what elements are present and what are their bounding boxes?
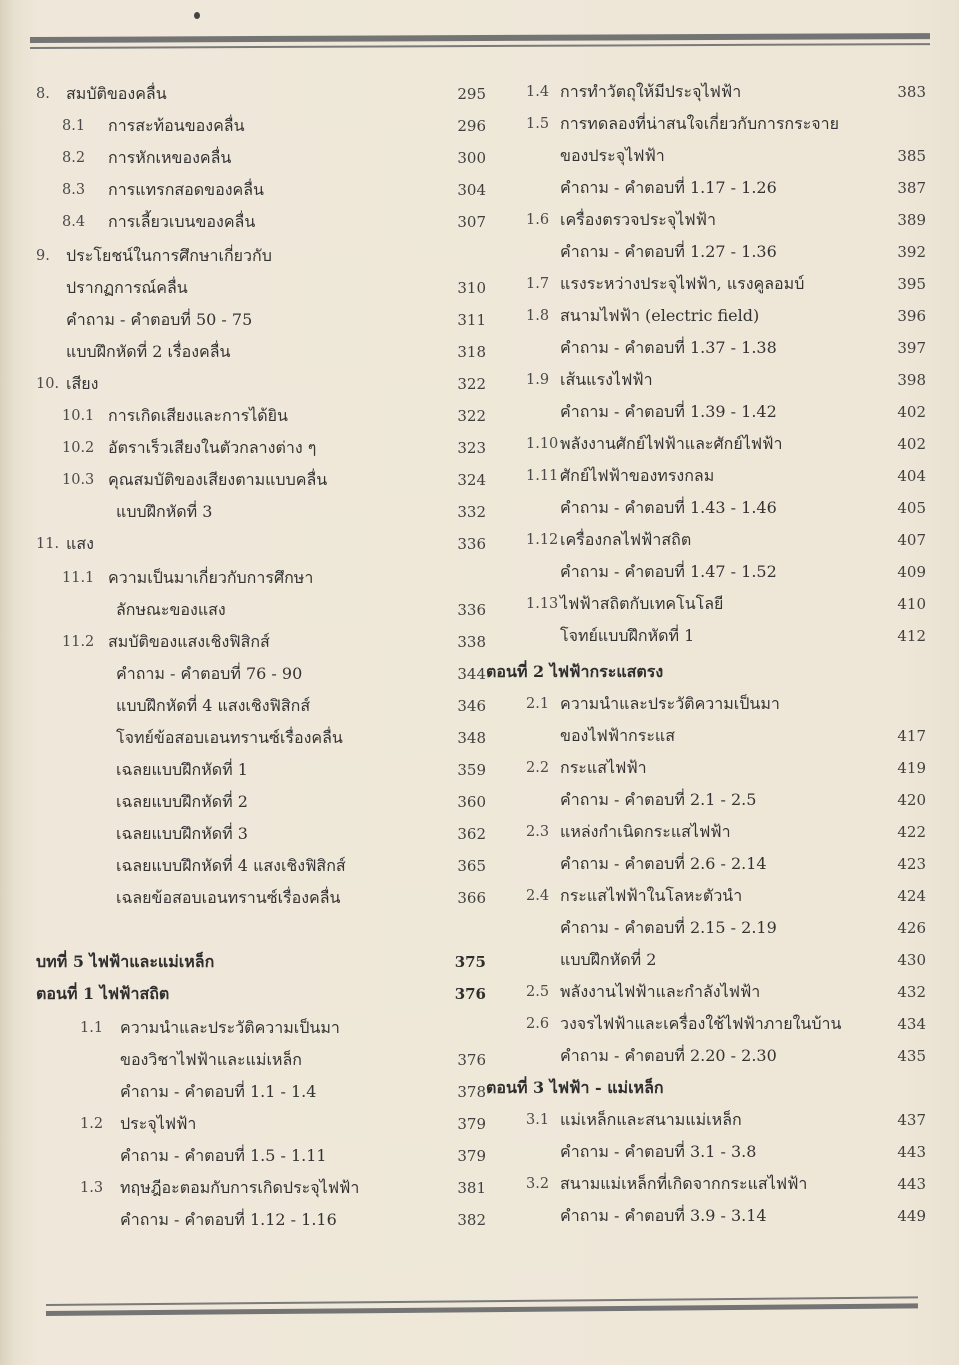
toc-entry xyxy=(486,1202,926,1230)
toc-entry xyxy=(36,1110,486,1138)
toc-entry-title: พลังงานไฟฟ้าและกำลังไฟฟ้า xyxy=(560,982,761,1001)
toc-entry-title: คุณสมบัติของเสียงตามแบบคลื่น xyxy=(108,470,328,489)
toc-entry xyxy=(36,242,456,270)
toc-entry-title: บทที่ 5 ไฟฟ้าและแม่เหล็ก xyxy=(36,952,215,971)
toc-entry-page: 383 xyxy=(897,83,926,101)
toc-entry-page: 348 xyxy=(457,729,486,747)
toc-entry-title: ศักย์ไฟฟ้าของทรงกลม xyxy=(560,466,715,485)
toc-entry-title: คำถาม - คำตอบที่ 50 - 75 xyxy=(66,310,253,329)
toc-entry-number: 8.1 xyxy=(62,118,86,134)
toc-entry-page: 449 xyxy=(897,1207,926,1225)
toc-entry-page: 435 xyxy=(897,1047,926,1065)
toc-entry xyxy=(486,366,926,394)
toc-entry xyxy=(36,852,486,880)
toc-entry-page: 362 xyxy=(457,825,486,843)
toc-entry-title: สมบัติของคลื่น xyxy=(66,84,167,103)
toc-entry-number: 1.2 xyxy=(80,1116,104,1132)
toc-entry-title: แรงระหว่างประจุไฟฟ้า, แรงคูลอมบ์ xyxy=(560,274,805,293)
toc-entry-title: ทฤษฎีอะตอมกับการเกิดประจุไฟฟ้า xyxy=(120,1178,360,1197)
toc-entry xyxy=(486,690,906,718)
toc-entry xyxy=(486,526,926,554)
toc-entry-number: 1.6 xyxy=(526,212,550,228)
toc-entry-title: เฉลยแบบฝึกหัดที่ 1 xyxy=(116,760,248,779)
toc-entry-page: 300 xyxy=(457,149,486,167)
toc-entry xyxy=(486,270,926,298)
toc-entry-title: ปรากฏการณ์คลื่น xyxy=(66,278,188,297)
toc-entry xyxy=(486,946,926,974)
toc-entry-page: 407 xyxy=(897,531,926,549)
toc-entry-page: 376 xyxy=(454,985,486,1003)
toc-entry xyxy=(36,756,486,784)
toc-entry-title: ไฟฟ้าสถิตกับเทคโนโลยี xyxy=(560,594,724,613)
toc-entry-number: 1.8 xyxy=(526,308,550,324)
toc-entry-title: สนามแม่เหล็กที่เกิดจากกระแสไฟฟ้า xyxy=(560,1174,808,1193)
toc-entry-title: โจทย์แบบฝึกหัดที่ 1 xyxy=(560,626,695,645)
toc-entry xyxy=(36,274,486,302)
toc-entry xyxy=(36,498,486,526)
toc-entry-page: 378 xyxy=(457,1083,486,1101)
toc-entry xyxy=(486,978,926,1006)
toc-entry-number: 10. xyxy=(36,376,60,392)
toc-entry-page: 432 xyxy=(897,983,926,1001)
toc-entry xyxy=(36,1014,456,1042)
toc-entry-page: 434 xyxy=(897,1015,926,1033)
toc-entry-page: 295 xyxy=(457,85,486,103)
toc-entry-page: 437 xyxy=(897,1111,926,1129)
toc-entry-title: คำถาม - คำตอบที่ 76 - 90 xyxy=(116,664,303,683)
toc-entry-page: 323 xyxy=(457,439,486,457)
toc-entry-title: อัตราเร็วเสียงในตัวกลางต่าง ๆ xyxy=(108,438,317,457)
toc-entry xyxy=(486,622,926,650)
toc-entry-title: ของไฟฟ้ากระแส xyxy=(560,726,675,745)
toc-entry xyxy=(486,430,926,458)
toc-entry-title: คำถาม - คำตอบที่ 1.1 - 1.4 xyxy=(120,1082,317,1101)
toc-entry-title: ความเป็นมาเกี่ยวกับการศึกษา xyxy=(108,568,314,587)
toc-entry-number: 1.4 xyxy=(526,84,550,100)
toc-entry-page: 344 xyxy=(457,665,486,683)
toc-entry-page: 359 xyxy=(457,761,486,779)
toc-entry xyxy=(36,692,486,720)
toc-entry-page: 409 xyxy=(897,563,926,581)
toc-entry-page: 412 xyxy=(897,627,926,645)
toc-entry xyxy=(486,334,926,362)
toc-entry-title: สมบัติของแสงเชิงฟิสิกส์ xyxy=(108,632,270,651)
toc-entry xyxy=(36,530,486,558)
toc-entry xyxy=(36,80,486,108)
toc-entry xyxy=(36,1174,486,1202)
toc-entry-page: 307 xyxy=(457,213,486,231)
toc-entry-title: ตอนที่ 1 ไฟฟ้าสถิต xyxy=(36,984,170,1003)
toc-entry-page: 443 xyxy=(897,1143,926,1161)
toc-entry-page: 402 xyxy=(897,403,926,421)
toc-entry-page: 318 xyxy=(457,343,486,361)
toc-entry-title: แหล่งกำเนิดกระแสไฟฟ้า xyxy=(560,822,731,841)
toc-entry xyxy=(36,1206,486,1234)
toc-entry-title: คำถาม - คำตอบที่ 2.15 - 2.19 xyxy=(560,918,777,937)
toc-entry xyxy=(36,596,486,624)
toc-entry xyxy=(36,144,486,172)
toc-entry xyxy=(36,788,486,816)
toc-entry-page: 304 xyxy=(457,181,486,199)
toc-entry-number: 1.1 xyxy=(80,1020,104,1036)
toc-entry xyxy=(486,206,926,234)
toc-entry-title: แสง xyxy=(66,534,94,553)
toc-entry-title: การทดลองที่น่าสนใจเกี่ยวกับการกระจาย xyxy=(560,114,840,133)
toc-entry xyxy=(36,434,486,462)
toc-entry xyxy=(486,818,926,846)
toc-entry-number: 1.9 xyxy=(526,372,550,388)
toc-entry-page: 379 xyxy=(457,1115,486,1133)
toc-entry-number: 2.6 xyxy=(526,1016,550,1032)
toc-entry-page: 375 xyxy=(454,953,486,971)
toc-entry-number: 2.4 xyxy=(526,888,550,904)
toc-entry-title: เฉลยข้อสอบเอนทรานซ์เรื่องคลื่น xyxy=(116,888,341,907)
toc-entry-page: 338 xyxy=(457,633,486,651)
toc-entry-number: 1.5 xyxy=(526,116,550,132)
toc-entry-page: 397 xyxy=(897,339,926,357)
toc-entry-page: 311 xyxy=(457,311,486,329)
toc-entry-number: 10.3 xyxy=(62,472,95,488)
toc-entry-title: การเกิดเสียงและการได้ยิน xyxy=(108,406,288,425)
toc-entry xyxy=(486,1010,926,1038)
toc-entry-page: 322 xyxy=(457,407,486,425)
toc-entry-title: คำถาม - คำตอบที่ 1.27 - 1.36 xyxy=(560,242,777,261)
toc-entry xyxy=(486,494,926,522)
toc-entry-title: คำถาม - คำตอบที่ 1.12 - 1.16 xyxy=(120,1210,337,1229)
toc-entry-title: ความนำและประวัติความเป็นมา xyxy=(120,1018,340,1037)
toc-entry-page: 376 xyxy=(457,1051,486,1069)
toc-entry xyxy=(36,370,486,398)
toc-entry xyxy=(36,564,456,592)
toc-entry-title: กระแสไฟฟ้าในโลหะตัวนำ xyxy=(560,886,743,905)
toc-entry-title: ประโยชน์ในการศึกษาเกี่ยวกับ xyxy=(66,246,272,265)
toc-entry xyxy=(486,238,926,266)
toc-entry xyxy=(486,78,926,106)
toc-entry xyxy=(486,110,906,138)
toc-entry-page: 398 xyxy=(897,371,926,389)
toc-entry-number: 8. xyxy=(36,86,50,102)
toc-entry-number: 1.10 xyxy=(526,436,559,452)
toc-entry xyxy=(36,1142,486,1170)
toc-entry-number: 3.2 xyxy=(526,1176,550,1192)
toc-entry-title: ของประจุไฟฟ้า xyxy=(560,146,665,165)
toc-entry-number: 11.1 xyxy=(62,570,95,586)
toc-entry-number: 8.4 xyxy=(62,214,86,230)
toc-entry xyxy=(486,398,926,426)
toc-entry-number: 11. xyxy=(36,536,60,552)
toc-entry-number: 8.2 xyxy=(62,150,86,166)
toc-entry-title: เสียง xyxy=(66,374,99,393)
toc-entry xyxy=(36,306,486,334)
toc-entry-number: 1.12 xyxy=(526,532,559,548)
toc-entry-title: การแทรกสอดของคลื่น xyxy=(108,180,264,199)
toc-entry-number: 1.7 xyxy=(526,276,550,292)
toc-entry-title: คำถาม - คำตอบที่ 3.9 - 3.14 xyxy=(560,1206,767,1225)
toc-entry xyxy=(486,302,926,330)
toc-entry-page: 410 xyxy=(897,595,926,613)
toc-entry-page: 395 xyxy=(897,275,926,293)
toc-entry-title: ของวิชาไฟฟ้าและแม่เหล็ก xyxy=(120,1050,302,1069)
toc-entry xyxy=(36,1078,486,1106)
toc-entry xyxy=(36,724,486,752)
toc-entry xyxy=(36,176,486,204)
toc-entry-title: แบบฝึกหัดที่ 2 xyxy=(560,950,657,969)
toc-entry xyxy=(486,1138,926,1166)
toc-entry xyxy=(486,558,926,586)
toc-entry-number: 2.5 xyxy=(526,984,550,1000)
toc-entry xyxy=(486,1042,926,1070)
toc-entry-page: 332 xyxy=(457,503,486,521)
toc-entry-title: โจทย์ข้อสอบเอนทรานซ์เรื่องคลื่น xyxy=(116,728,343,747)
toc-entry-page: 402 xyxy=(897,435,926,453)
toc-entry-page: 430 xyxy=(897,951,926,969)
toc-entry xyxy=(36,884,486,912)
toc-entry-page: 365 xyxy=(457,857,486,875)
toc-entry xyxy=(486,754,926,782)
toc-entry xyxy=(486,142,926,170)
toc-entry-page: 426 xyxy=(897,919,926,937)
ink-speck xyxy=(194,12,200,19)
toc-entry-page: 405 xyxy=(897,499,926,517)
toc-entry xyxy=(36,1046,486,1074)
toc-entry-title: แม่เหล็กและสนามแม่เหล็ก xyxy=(560,1110,742,1129)
toc-entry-title: สนามไฟฟ้า (electric field) xyxy=(560,306,760,325)
toc-entry xyxy=(36,948,486,976)
toc-entry-title: คำถาม - คำตอบที่ 1.43 - 1.46 xyxy=(560,498,777,517)
toc-entry xyxy=(36,338,486,366)
toc-entry-page: 346 xyxy=(457,697,486,715)
toc-entry-page: 385 xyxy=(897,147,926,165)
toc-entry-title: คำถาม - คำตอบที่ 2.1 - 2.5 xyxy=(560,790,757,809)
toc-entry-page: 296 xyxy=(457,117,486,135)
toc-entry-page: 387 xyxy=(897,179,926,197)
toc-entry-number: 10.1 xyxy=(62,408,95,424)
toc-entry-title: ลักษณะของแสง xyxy=(116,600,226,619)
toc-entry-title: คำถาม - คำตอบที่ 2.20 - 2.30 xyxy=(560,1046,777,1065)
toc-entry-number: 2.3 xyxy=(526,824,550,840)
toc-entry-title: คำถาม - คำตอบที่ 1.47 - 1.52 xyxy=(560,562,777,581)
toc-entry-title: กระแสไฟฟ้า xyxy=(560,758,647,777)
toc-entry xyxy=(36,402,486,430)
toc-entry-title: คำถาม - คำตอบที่ 1.39 - 1.42 xyxy=(560,402,777,421)
toc-entry-title: เฉลยแบบฝึกหัดที่ 4 แสงเชิงฟิสิกส์ xyxy=(116,856,346,875)
toc-entry xyxy=(486,590,926,618)
toc-entry xyxy=(486,174,926,202)
toc-entry-page: 420 xyxy=(897,791,926,809)
toc-entry-title: ตอนที่ 2 ไฟฟ้ากระแสตรง xyxy=(486,662,664,681)
toc-entry xyxy=(36,208,486,236)
toc-entry-page: 422 xyxy=(897,823,926,841)
toc-entry-page: 336 xyxy=(457,535,486,553)
toc-entry-number: 3.1 xyxy=(526,1112,550,1128)
toc-entry xyxy=(486,658,906,686)
toc-entry-title: การสะท้อนของคลื่น xyxy=(108,116,245,135)
toc-entry-title: การหักเหของคลื่น xyxy=(108,148,232,167)
toc-entry-number: 9. xyxy=(36,248,50,264)
toc-entry-page: 392 xyxy=(897,243,926,261)
toc-entry-title: เส้นแรงไฟฟ้า xyxy=(560,370,653,389)
toc-entry-page: 424 xyxy=(897,887,926,905)
toc-entry xyxy=(486,882,926,910)
toc-entry-page: 389 xyxy=(897,211,926,229)
toc-entry-title: คำถาม - คำตอบที่ 1.5 - 1.11 xyxy=(120,1146,327,1165)
toc-entry-title: พลังงานศักย์ไฟฟ้าและศักย์ไฟฟ้า xyxy=(560,434,783,453)
toc-entry-title: คำถาม - คำตอบที่ 1.17 - 1.26 xyxy=(560,178,777,197)
toc-entry xyxy=(486,1106,926,1134)
toc-entry-page: 322 xyxy=(457,375,486,393)
toc-entry-title: การทำวัตถุให้มีประจุไฟฟ้า xyxy=(560,82,742,101)
toc-entry-page: 381 xyxy=(457,1179,486,1197)
toc-entry-number: 10.2 xyxy=(62,440,95,456)
toc-entry-title: คำถาม - คำตอบที่ 1.37 - 1.38 xyxy=(560,338,777,357)
toc-entry-title: เครื่องกลไฟฟ้าสถิต xyxy=(560,530,692,549)
toc-entry xyxy=(486,462,926,490)
toc-entry-title: เฉลยแบบฝึกหัดที่ 2 xyxy=(116,792,248,811)
toc-entry-page: 382 xyxy=(457,1211,486,1229)
toc-entry-page: 360 xyxy=(457,793,486,811)
toc-entry-page: 379 xyxy=(457,1147,486,1165)
toc-entry-number: 1.13 xyxy=(526,596,559,612)
toc-entry xyxy=(486,722,926,750)
toc-entry xyxy=(36,660,486,688)
toc-entry-page: 366 xyxy=(457,889,486,907)
toc-entry-title: ประจุไฟฟ้า xyxy=(120,1114,197,1133)
toc-entry xyxy=(486,850,926,878)
toc-entry-number: 11.2 xyxy=(62,634,95,650)
toc-entry-page: 336 xyxy=(457,601,486,619)
toc-entry-page: 310 xyxy=(457,279,486,297)
toc-entry-number: 1.3 xyxy=(80,1180,104,1196)
toc-entry xyxy=(36,980,486,1008)
toc-entry xyxy=(486,914,926,942)
toc-entry-title: เฉลยแบบฝึกหัดที่ 3 xyxy=(116,824,248,843)
toc-entry-page: 417 xyxy=(897,727,926,745)
toc-entry-number: 8.3 xyxy=(62,182,86,198)
toc-entry-title: คำถาม - คำตอบที่ 2.6 - 2.14 xyxy=(560,854,767,873)
toc-entry-page: 443 xyxy=(897,1175,926,1193)
toc-entry-number: 1.11 xyxy=(526,468,559,484)
toc-entry-page: 324 xyxy=(457,471,486,489)
toc-entry xyxy=(36,466,486,494)
toc-entry-title: แบบฝึกหัดที่ 4 แสงเชิงฟิสิกส์ xyxy=(116,696,311,715)
toc-entry xyxy=(486,1170,926,1198)
toc-entry-title: ตอนที่ 3 ไฟฟ้า - แม่เหล็ก xyxy=(486,1078,664,1097)
toc-entry-title: วงจรไฟฟ้าและเครื่องใช้ไฟฟ้าภายในบ้าน xyxy=(560,1014,842,1033)
toc-entry xyxy=(36,628,486,656)
toc-entry-title: ความนำและประวัติความเป็นมา xyxy=(560,694,780,713)
toc-entry-title: แบบฝึกหัดที่ 3 xyxy=(116,502,213,521)
toc-entry-page: 423 xyxy=(897,855,926,873)
toc-entry-title: เครื่องตรวจประจุไฟฟ้า xyxy=(560,210,716,229)
toc-entry xyxy=(486,786,926,814)
toc-entry-title: แบบฝึกหัดที่ 2 เรื่องคลื่น xyxy=(66,342,231,361)
toc-entry xyxy=(486,1074,906,1102)
toc-entry-page: 396 xyxy=(897,307,926,325)
toc-entry-number: 2.2 xyxy=(526,760,550,776)
toc-entry xyxy=(36,112,486,140)
toc-entry-title: คำถาม - คำตอบที่ 3.1 - 3.8 xyxy=(560,1142,757,1161)
toc-entry-number: 2.1 xyxy=(526,696,550,712)
toc-entry xyxy=(36,820,486,848)
toc-entry-title: การเลี้ยวเบนของคลื่น xyxy=(108,212,256,231)
toc-entry-page: 419 xyxy=(897,759,926,777)
toc-entry-page: 404 xyxy=(897,467,926,485)
